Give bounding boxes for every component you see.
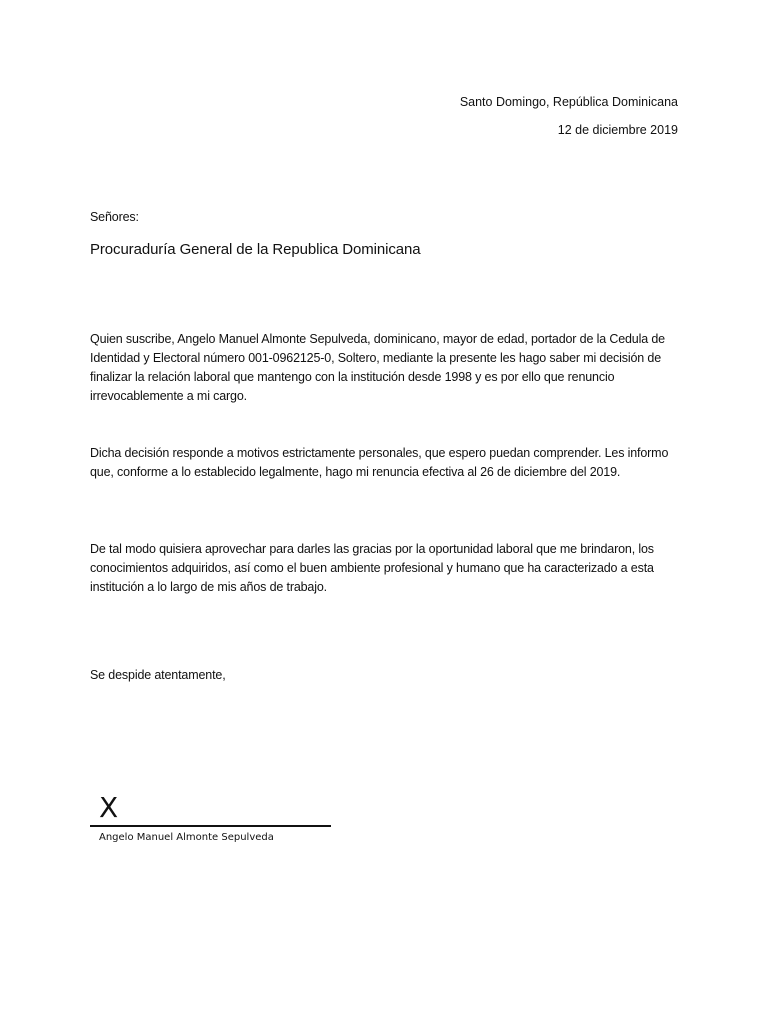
letter-paragraph-2: Dicha decisión responde a motivos estrictamente personales, que espero puedan comprender. Les informo que, conforme a lo establecido legalmente, hago mi renuncia efectiva al 26 de diciembre del 2019.: [90, 446, 669, 479]
signature-name: Angelo Manuel Almonte Sepulveda: [99, 832, 274, 843]
letter-paragraph-3: De tal modo quisiera aprovechar para darles las gracias por la oportunidad laboral que me brindaron, los conocimientos adquiridos, así como el buen ambiente profesional y humano que ha caracterizado a esta institución a lo largo de mis años de trabajo.: [90, 542, 654, 594]
letter-date: 12 de diciembre 2019: [557, 123, 678, 137]
letter-recipient: Procuraduría General de la Republica Dominicana: [90, 241, 421, 258]
letter-salutation: Señores:: [90, 210, 139, 224]
signature-line: [90, 825, 331, 827]
letter-paragraph-1: Quien suscribe, Angelo Manuel Almonte Sepulveda, dominicano, mayor de edad, portador de la Cedula de Identidad y Electoral número 001-0962125-0, Soltero, mediante la presente les hago saber mi decisión de finalizar la relación laboral que mantengo con la institución desde 1998 y es por ello que renuncio irrevocablemente a mi cargo.: [90, 332, 665, 403]
signature-mark: X: [99, 791, 119, 824]
letter-place: Santo Domingo, República Dominicana: [459, 95, 678, 109]
letter-closing: Se despide atentamente,: [90, 668, 226, 682]
